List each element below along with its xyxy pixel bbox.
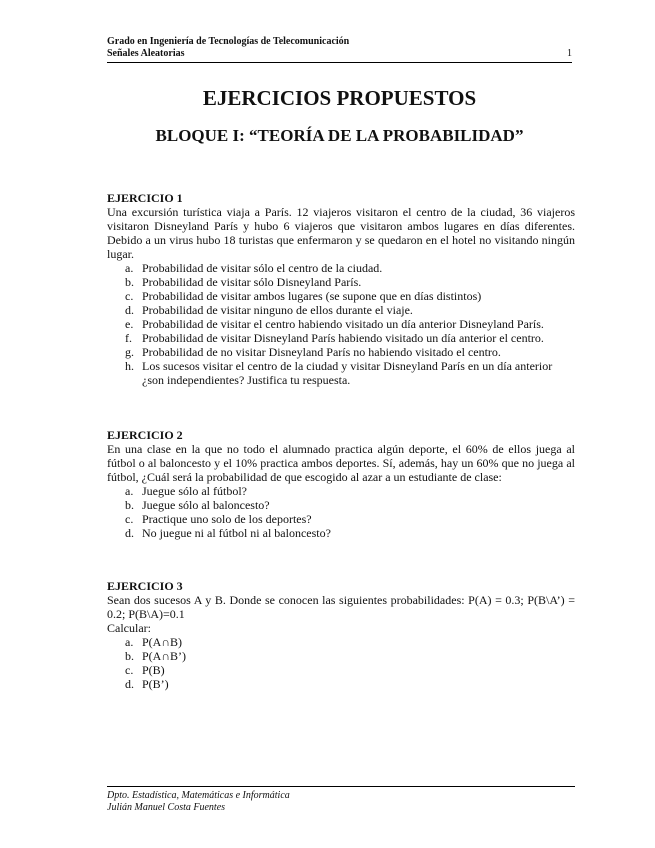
item-label: a. <box>125 484 134 498</box>
list-item <box>107 275 575 289</box>
list-item <box>107 289 575 303</box>
exercise-items <box>107 261 575 387</box>
item-text: P(A∩B’) <box>142 649 186 663</box>
item-text: P(B) <box>142 663 165 677</box>
item-label: c. <box>125 663 134 677</box>
item-text: Juegue sólo al baloncesto? <box>142 498 270 512</box>
item-text: Probabilidad de no visitar Disneyland París no habiendo visitado el centro. <box>142 345 501 359</box>
item-label: d. <box>125 303 134 317</box>
item-text: Probabilidad de visitar Disneyland París habiendo visitado un día anterior el centro. <box>142 331 544 345</box>
exercise-heading: EJERCICIO 1 <box>107 191 183 205</box>
list-item <box>107 345 575 359</box>
exercise-statement: Una excursión turística viaja a París. 12 viajeros visitaron el centro de la ciudad, 36 viajeros visitaron Disneyland París y hubo 6 viajeros que visitaron ambos lugares en días diferentes. Debido a un virus hubo 18 turistas que enfermaron y se quedaron en el hotel no visitando ningún lugar. <box>107 205 575 261</box>
item-text: Probabilidad de visitar sólo Disneyland París. <box>142 275 362 289</box>
list-item <box>107 303 575 317</box>
page-title: EJERCICIOS PROPUESTOS <box>202 86 477 110</box>
exercise-statement: Sean dos sucesos A y B. Donde se conocen las siguientes probabilidades: P(A) = 0.3; P(B\A’) = 0.2; P(B\A)=0.1 <box>107 593 575 621</box>
item-label: a. <box>125 261 134 275</box>
item-label: c. <box>125 512 134 526</box>
list-item <box>107 663 575 677</box>
exercise-statement: En una clase en la que no todo el alumnado practica algún deporte, el 60% de ellos juega al fútbol o al baloncesto y el 10% practica ambos deportes. Sí, además, hay un 60% que no juega al fútbol, ¿Cuál será la probabilidad de que escogido al azar a un estudiante de clase: <box>107 442 575 484</box>
item-text: Probabilidad de visitar sólo el centro de la ciudad. <box>142 261 383 275</box>
list-item <box>107 498 575 512</box>
item-text: P(A∩B) <box>142 635 183 649</box>
list-item <box>107 359 575 387</box>
header-course: Señales Aleatorias <box>107 48 185 59</box>
item-label: b. <box>125 275 134 289</box>
item-label: a. <box>125 635 134 649</box>
exercise-3 <box>107 579 575 691</box>
footer-author: Julián Manuel Costa Fuentes <box>107 802 226 813</box>
item-label: e. <box>125 317 134 331</box>
item-text: Practique uno solo de los deportes? <box>142 512 312 526</box>
item-label: d. <box>125 526 134 540</box>
list-item <box>107 317 575 331</box>
item-text: Probabilidad de visitar ambos lugares (se supone que en días distintos) <box>142 289 482 303</box>
item-label: b. <box>125 498 134 512</box>
list-item <box>107 261 575 275</box>
page-header <box>107 36 572 63</box>
header-degree: Grado en Ingeniería de Tecnologías de Telecomunicación <box>107 36 350 47</box>
item-label: b. <box>125 649 134 663</box>
page-number: 1 <box>567 48 572 59</box>
exercise-items <box>107 484 575 540</box>
list-item <box>107 484 575 498</box>
exercise-subheading: Calcular: <box>107 621 151 635</box>
exercise-items <box>107 635 575 691</box>
item-text: No juegue ni al fútbol ni al baloncesto? <box>142 526 331 540</box>
exercise-heading: EJERCICIO 3 <box>107 579 183 593</box>
page-subtitle: BLOQUE I: “TEORÍA DE LA PROBABILIDAD” <box>155 126 524 145</box>
item-label: f. <box>125 331 132 345</box>
item-label: d. <box>125 677 134 691</box>
list-item <box>107 635 575 649</box>
page-footer <box>107 786 575 814</box>
exercise-1 <box>107 191 575 387</box>
item-text: Probabilidad de visitar ninguno de ellos durante el viaje. <box>142 303 413 317</box>
item-label: g. <box>125 345 134 359</box>
list-item <box>107 512 575 526</box>
list-item <box>107 649 575 663</box>
exercise-2 <box>107 428 575 540</box>
item-text: P(B’) <box>142 677 169 691</box>
item-text: Los sucesos visitar el centro de la ciudad y visitar Disneyland París en un día anterior ¿son independientes? Justifica tu respuesta. <box>142 359 553 387</box>
list-item <box>107 331 575 345</box>
item-label: h. <box>125 359 134 373</box>
item-label: c. <box>125 289 134 303</box>
exercise-heading: EJERCICIO 2 <box>107 428 183 442</box>
list-item <box>107 526 575 540</box>
list-item <box>107 677 575 691</box>
footer-department: Dpto. Estadística, Matemáticas e Informática <box>107 790 290 801</box>
item-text: Probabilidad de visitar el centro habiendo visitado un día anterior Disneyland París. <box>142 317 544 331</box>
item-text: Juegue sólo al fútbol? <box>142 484 247 498</box>
